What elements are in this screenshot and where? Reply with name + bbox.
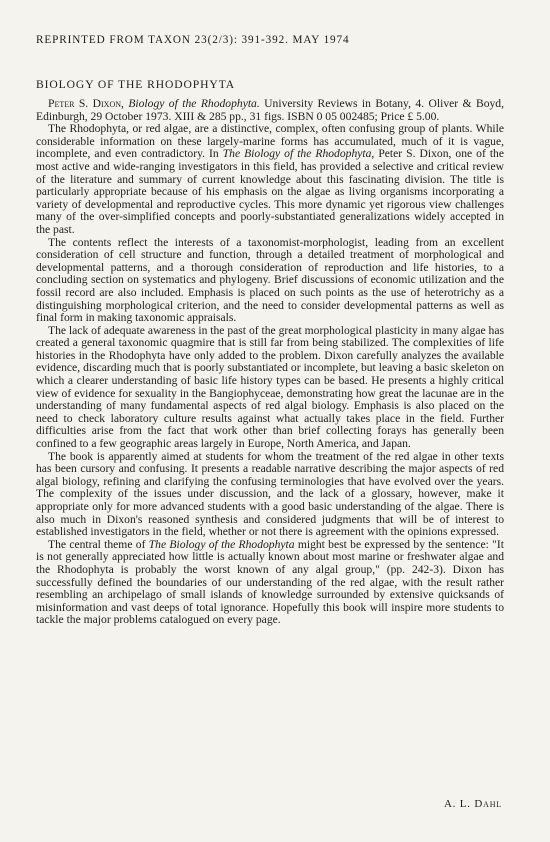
citation-author: Peter S. Dixon, bbox=[48, 97, 124, 110]
paragraph-2: The contents reflect the interests of a taxonomist-morphologist, leading from an excellent consideration of cell structure and function, through a detailed treatment of morphological and developmental patterns, and a thorough consideration of reproduction and life histories, to a concluding section on systematics and phylogeny. Brief discussions of economic utilization and the fossil record are also included. Emphasis is placed on such points as the use of heterotrichy as a distinguishing morphological criterion, and the need to consider developmental patterns as well as final form in making taxonomic appraisals. bbox=[36, 235, 504, 325]
paragraph-1-text-b: , Peter S. Dixon, one of the most active and wide-ranging investigators in this field, has provided a selective and critical review of the literature and summary of current knowledge about this fascinating division. The title is particularly appropriate because of his emphasis on the algae as living organisms incorporating a variety of developmental and reproductive cycles. This more dynamic yet rigorous view challenges many of the over-simplified concepts and poorly-substantiated generalizations widely accepted in the past. bbox=[36, 147, 504, 236]
reprint-header: REPRINTED FROM TAXON 23(2/3): 391-392. MAY 1974 bbox=[36, 34, 350, 46]
paragraph-4: The book is apparently aimed at students for whom the treatment of the red algae in other texts has been cursory and confusing. It presents a readable narrative describing the major aspects of red algal biology, refining and clarifying the confusing terminologies that have evolved over the years. The complexity of the issues under discussion, and the lack of a glossary, however, make it appropriate only for more advanced students with a good basic understanding of the algae. There is also much in Dixon's reasoned synthesis and considered judgments that will be of interest to established investigators in the field, whether or not there is agreement with the opinions expressed. bbox=[36, 449, 504, 539]
paragraph-3: The lack of adequate awareness in the past of the great morphological plasticity in many algae has created a general taxonomic quagmire that is still far from being stabilized. The complexities of life histories in the Rhodophyta have only added to the problem. Dixon carefully analyzes the available evidence, discarding much that is poorly substantiated or incomplete, but leaving a basic skeleton on which a clearer understanding of basic life history types can be based. He presents a highly critical view of evidence for sexuality in the Bangiophyceae, demonstrating how great the lacunae are in the understanding of many fundamental aspects of red algal biology. Emphasis is also placed on the need to check laboratory culture results against what actually takes place in the field. Further difficulties arise from the fact that work other than brief collecting forays has generally been confined to a few geographic areas largely in Europe, North America, and Japan. bbox=[36, 323, 504, 451]
citation-paragraph bbox=[36, 98, 504, 123]
paragraph-5 bbox=[36, 539, 504, 627]
review-body bbox=[36, 98, 504, 627]
paragraph-1-book-title: The Biology of the Rhodophyta bbox=[222, 147, 372, 161]
citation-details: University Reviews in Botany, 4. Oliver & Boyd, Edinburgh, 29 October 1973. XIII & 285 pp., 31 figs. ISBN 0 05 002485; Price £ 5.00. bbox=[36, 97, 504, 123]
paragraph-5-text-b: might best be expressed by the sentence: "It is not generally appreciated how little is actually known about most marine or freshwater algae and the Rhodophyta is probably the worst known of any algal group," (pp. 242-3). Dixon has successfully defined the boundaries of our understanding of the red algae, with the result rather resembling an archipelago of small islands of knowledge surrounded by extensive quicksands of misinformation and vast deeps of total ignorance. Hopefully this book will inspire more students to tackle the major problems catalogued on every page. bbox=[36, 537, 504, 627]
citation-book-title: Biology of the Rhodophyta. bbox=[128, 97, 260, 110]
review-title: BIOLOGY OF THE RHODOPHYTA bbox=[36, 78, 236, 91]
paragraph-1-text-a: The Rhodophyta, or red algae, are a distinctive, complex, often confusing group of plants. While considerable information on these largely-marine forms has accumulated, much of it is vague, incomplete, and even contradictory. In bbox=[36, 122, 504, 161]
paragraph-5-text-a: The central theme of bbox=[48, 537, 149, 551]
paragraph-5-book-title: The Biology of the Rhodophyta bbox=[148, 537, 295, 551]
paragraph-1 bbox=[36, 123, 504, 236]
reviewer-signature: A. L. Dahl bbox=[443, 798, 502, 810]
